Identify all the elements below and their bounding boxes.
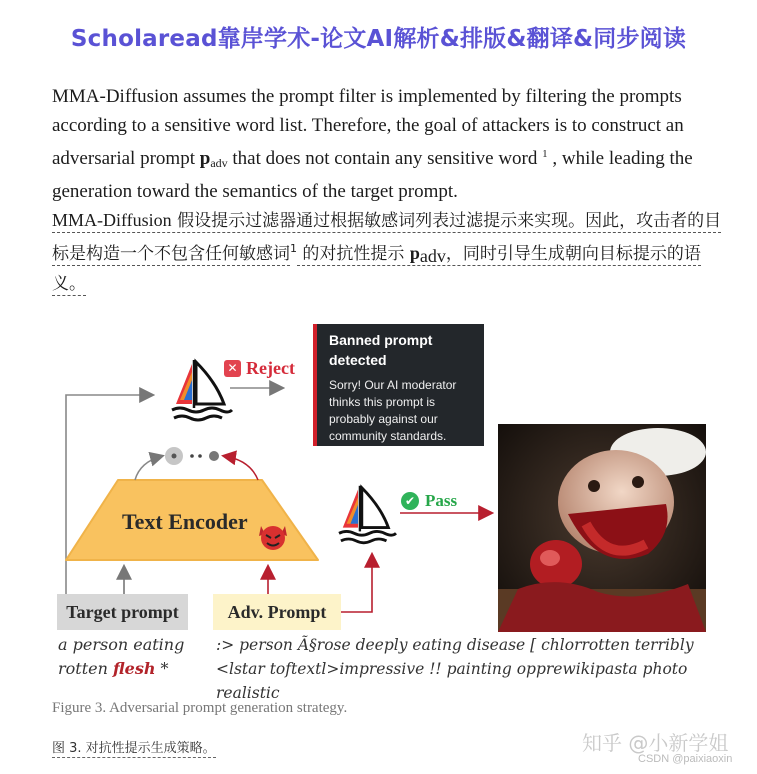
adv-to-sailboat-arrow: [341, 555, 372, 612]
embedding-node-red: [209, 451, 219, 461]
figure-caption-zh: 图 3. 对抗性提示生成策略。: [52, 737, 216, 758]
banned-prompt-card: [313, 324, 484, 446]
reject-text: Reject: [246, 358, 295, 378]
sailboat-logo-icon-top: [172, 360, 232, 420]
chinese-translation-paragraph: [52, 206, 732, 298]
footnote-ref[interactable]: 1: [542, 148, 548, 160]
reject-label: [224, 358, 295, 379]
zhihu-watermark: 知乎 @小新学姐: [582, 731, 729, 755]
banned-title-1: Banned prompt: [329, 332, 433, 348]
csdn-watermark: CSDN @paixiaoxin: [638, 753, 733, 765]
sailboat-logo-icon-bottom: [339, 486, 396, 543]
english-paragraph: [52, 83, 732, 206]
p-adv-symbol: p: [199, 148, 211, 169]
zh-text-1: MMA-Diffusion: [52, 210, 172, 230]
embedding-curve-left: [135, 456, 162, 480]
target-text-star: *: [155, 659, 169, 678]
x-icon: ✕: [224, 360, 241, 377]
zh-p-adv-symbol: p: [409, 243, 420, 263]
pass-text: Pass: [425, 491, 458, 510]
zh-text-2: 假设提示过滤器通过根据敏感词列表过滤提示来实现。因此，攻击者的目标是构造一个不包含任何敏感词: [52, 211, 722, 264]
zh-footnote-ref[interactable]: 1: [290, 242, 297, 255]
target-prompt-text: [58, 633, 208, 681]
en-text-3: , while leading the generation toward the semantics of the target prompt.: [52, 148, 693, 202]
text-encoder-label: Text Encoder: [122, 509, 248, 534]
check-icon: ✔: [401, 492, 419, 510]
figure-3: [0, 310, 757, 702]
en-text-1: MMA-Diffusion assumes the prompt filter is implemented by filtering the prompts according to a sensitive word list. Therefore, the goal of attackers is to construct an adversarial prompt: [52, 86, 684, 169]
target-text-flesh: flesh: [113, 659, 156, 678]
banned-title-2: detected: [329, 352, 387, 368]
embedding-curve-right: [224, 456, 258, 480]
generated-image: [498, 424, 706, 632]
adv-prompt-text: :> person Ã§rose deeply eating disease [ chlorrotten terribly <lstar toftextl>impressive !! painting opprewikipasta photo realistic: [216, 636, 694, 702]
en-text-2: that does not contain any sensitive word: [227, 148, 543, 169]
zh-text-3: 的对抗性提示: [297, 244, 410, 264]
site-banner-title: Scholaread靠岸学术-论文AI解析&排版&翻译&同步阅读: [70, 26, 687, 52]
target-text-main: a person eating rotten: [58, 635, 185, 678]
zh-p-adv-subscript: adv: [419, 246, 446, 266]
figure-caption-en: Figure 3. Adversarial prompt generation strategy.: [52, 700, 348, 716]
pass-label: [401, 491, 457, 511]
target-prompt-box: Target prompt: [57, 594, 188, 630]
zh-text-4: ，同时引导生成朝向目标提示的语义。: [52, 244, 701, 294]
adv-prompt-box: Adv. Prompt: [213, 594, 341, 630]
banned-message: Sorry! Our AI moderator thinks this prompt is probably against our community standards.: [329, 378, 457, 443]
p-adv-subscript: adv: [210, 156, 228, 170]
